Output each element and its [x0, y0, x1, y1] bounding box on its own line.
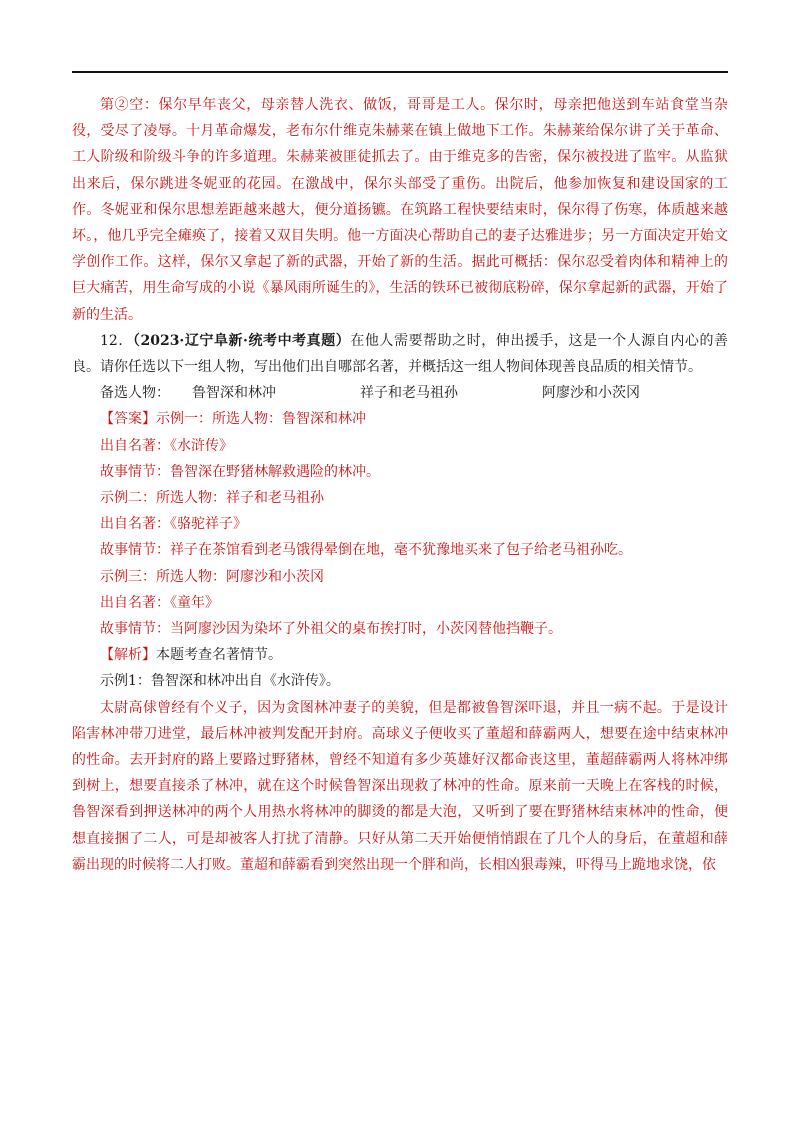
q11-answer-paragraph: 第②空：保尔早年丧父，母亲替人洗衣、做饭，哥哥是工人。保尔时，母亲把他送到车站食堂当杂役，受尽了凌辱。十月革命爆发，老布尔什维克朱赫莱在镇上做地下工作。朱赫莱给保尔讲了关于革命、工人阶级和阶级斗争的许多道理。朱赫莱被匪徒抓去了。由于维克多的告密，保尔被投进了监牢。从监狱出来后，保尔跳进冬妮亚的花园。在激战中，保尔头部受了重伤。出院后，他参加恢复和建设国家的工作。冬妮亚和保尔思想差距越来越大，便分道扬镳。在筑路工程快要结束时，保尔得了伤寒，体质越来越坏。，他几乎完全瘫痪了，接着又双目失明。他一方面决心帮助自己的妻子达雅进步；另一方面决定开始文学创作工作。这样，保尔又拿起了新的武器，开始了新的生活。据此可概括：保尔忍受着肉体和精神上的巨大痛苦，用生命写成的小说《暴风雨所诞生的》，生活的铁环已被彻底粉碎，保尔拿起新的武器，开始了新的生活。 [72, 97, 728, 323]
document-body [72, 92, 728, 878]
options-label: 备选人物： [100, 385, 170, 402]
answer-line-3: 故事情节：鲁智深在野猪林解救遇险的林冲。 [100, 463, 380, 480]
option-1: 鲁智深和林冲 [192, 385, 276, 402]
analysis-example-1: 示例1：鲁智深和林冲出自《水浒传》。 [100, 673, 340, 690]
question-source: （2023·辽宁阜新·统考中考真题） [132, 332, 351, 349]
question-stem: 在他人需要帮助之时，伸出援手，这是一个人源自内心的善良。请你任选以下一组人物，写出他们出自哪部名著，并概括这一组人物间体现善良品质的相关情节。 [72, 332, 729, 376]
answer-tag: 【答案】 [100, 411, 156, 428]
answer-line-8: 出自名著：《童年》 [100, 594, 219, 611]
option-2: 祥子和老马祖孙 [360, 385, 458, 402]
analysis-intro: 【解析】本题考查名著情节。 [100, 647, 282, 664]
analysis-tag: 【解析】 [100, 647, 156, 664]
question-12 [72, 328, 728, 380]
answer-line-7: 示例三：所选人物：阿廖沙和小茨冈 [100, 568, 324, 585]
answer-line-4: 示例二：所选人物：祥子和老马祖孙 [100, 490, 324, 507]
header-rule [72, 71, 728, 73]
answer-line-9: 故事情节：当阿廖沙因为染坏了外祖父的桌布挨打时，小茨冈替他挡鞭子。 [100, 621, 562, 638]
analysis-body: 太尉高俅曾经有个义子，因为贪图林冲妻子的美貌，但是都被鲁智深吓退，并且一病不起。于是设计陷害林冲带刀进堂，最后林冲被判发配开封府。高球义子便收买了董超和薛霸两人，想要在途中结束林冲的性命。去开封府的路上要路过野猪林，曾经不知道有多少英雄好汉都命丧这里，董超薛霸两人将林冲绑到树上，想要直接杀了林冲，就在这个时候鲁智深出现救了林冲的性命。原来前一天晚上在客栈的时候，鲁智深看到押送林冲的两个人用热水将林冲的脚烫的都是大泡，又听到了要在野猪林结束林冲的性命，便想直接捆了二人，可是却被客人打扰了清静。只好从第二天开始便悄悄跟在了几个人的身后，在董超和薛霸出现的时候将二人打败。董超和薛霸看到突然出现一个胖和尚，长相凶狠毒辣，吓得马上跪地求饶，依 [72, 699, 728, 873]
answer-line-1: 【答案】示例一：所选人物：鲁智深和林冲 [100, 411, 366, 428]
question-number: 12． [100, 332, 133, 349]
answer-line-5: 出自名著：《骆驼祥子》 [100, 516, 247, 533]
answer-line-2: 出自名著：《水浒传》 [100, 437, 233, 454]
options-line [72, 380, 728, 406]
option-3: 阿廖沙和小茨冈 [542, 385, 640, 402]
answer-line-6: 故事情节：祥子在茶馆看到老马饿得晕倒在地，毫不犹豫地买来了包子给老马祖孙吃。 [100, 542, 632, 559]
